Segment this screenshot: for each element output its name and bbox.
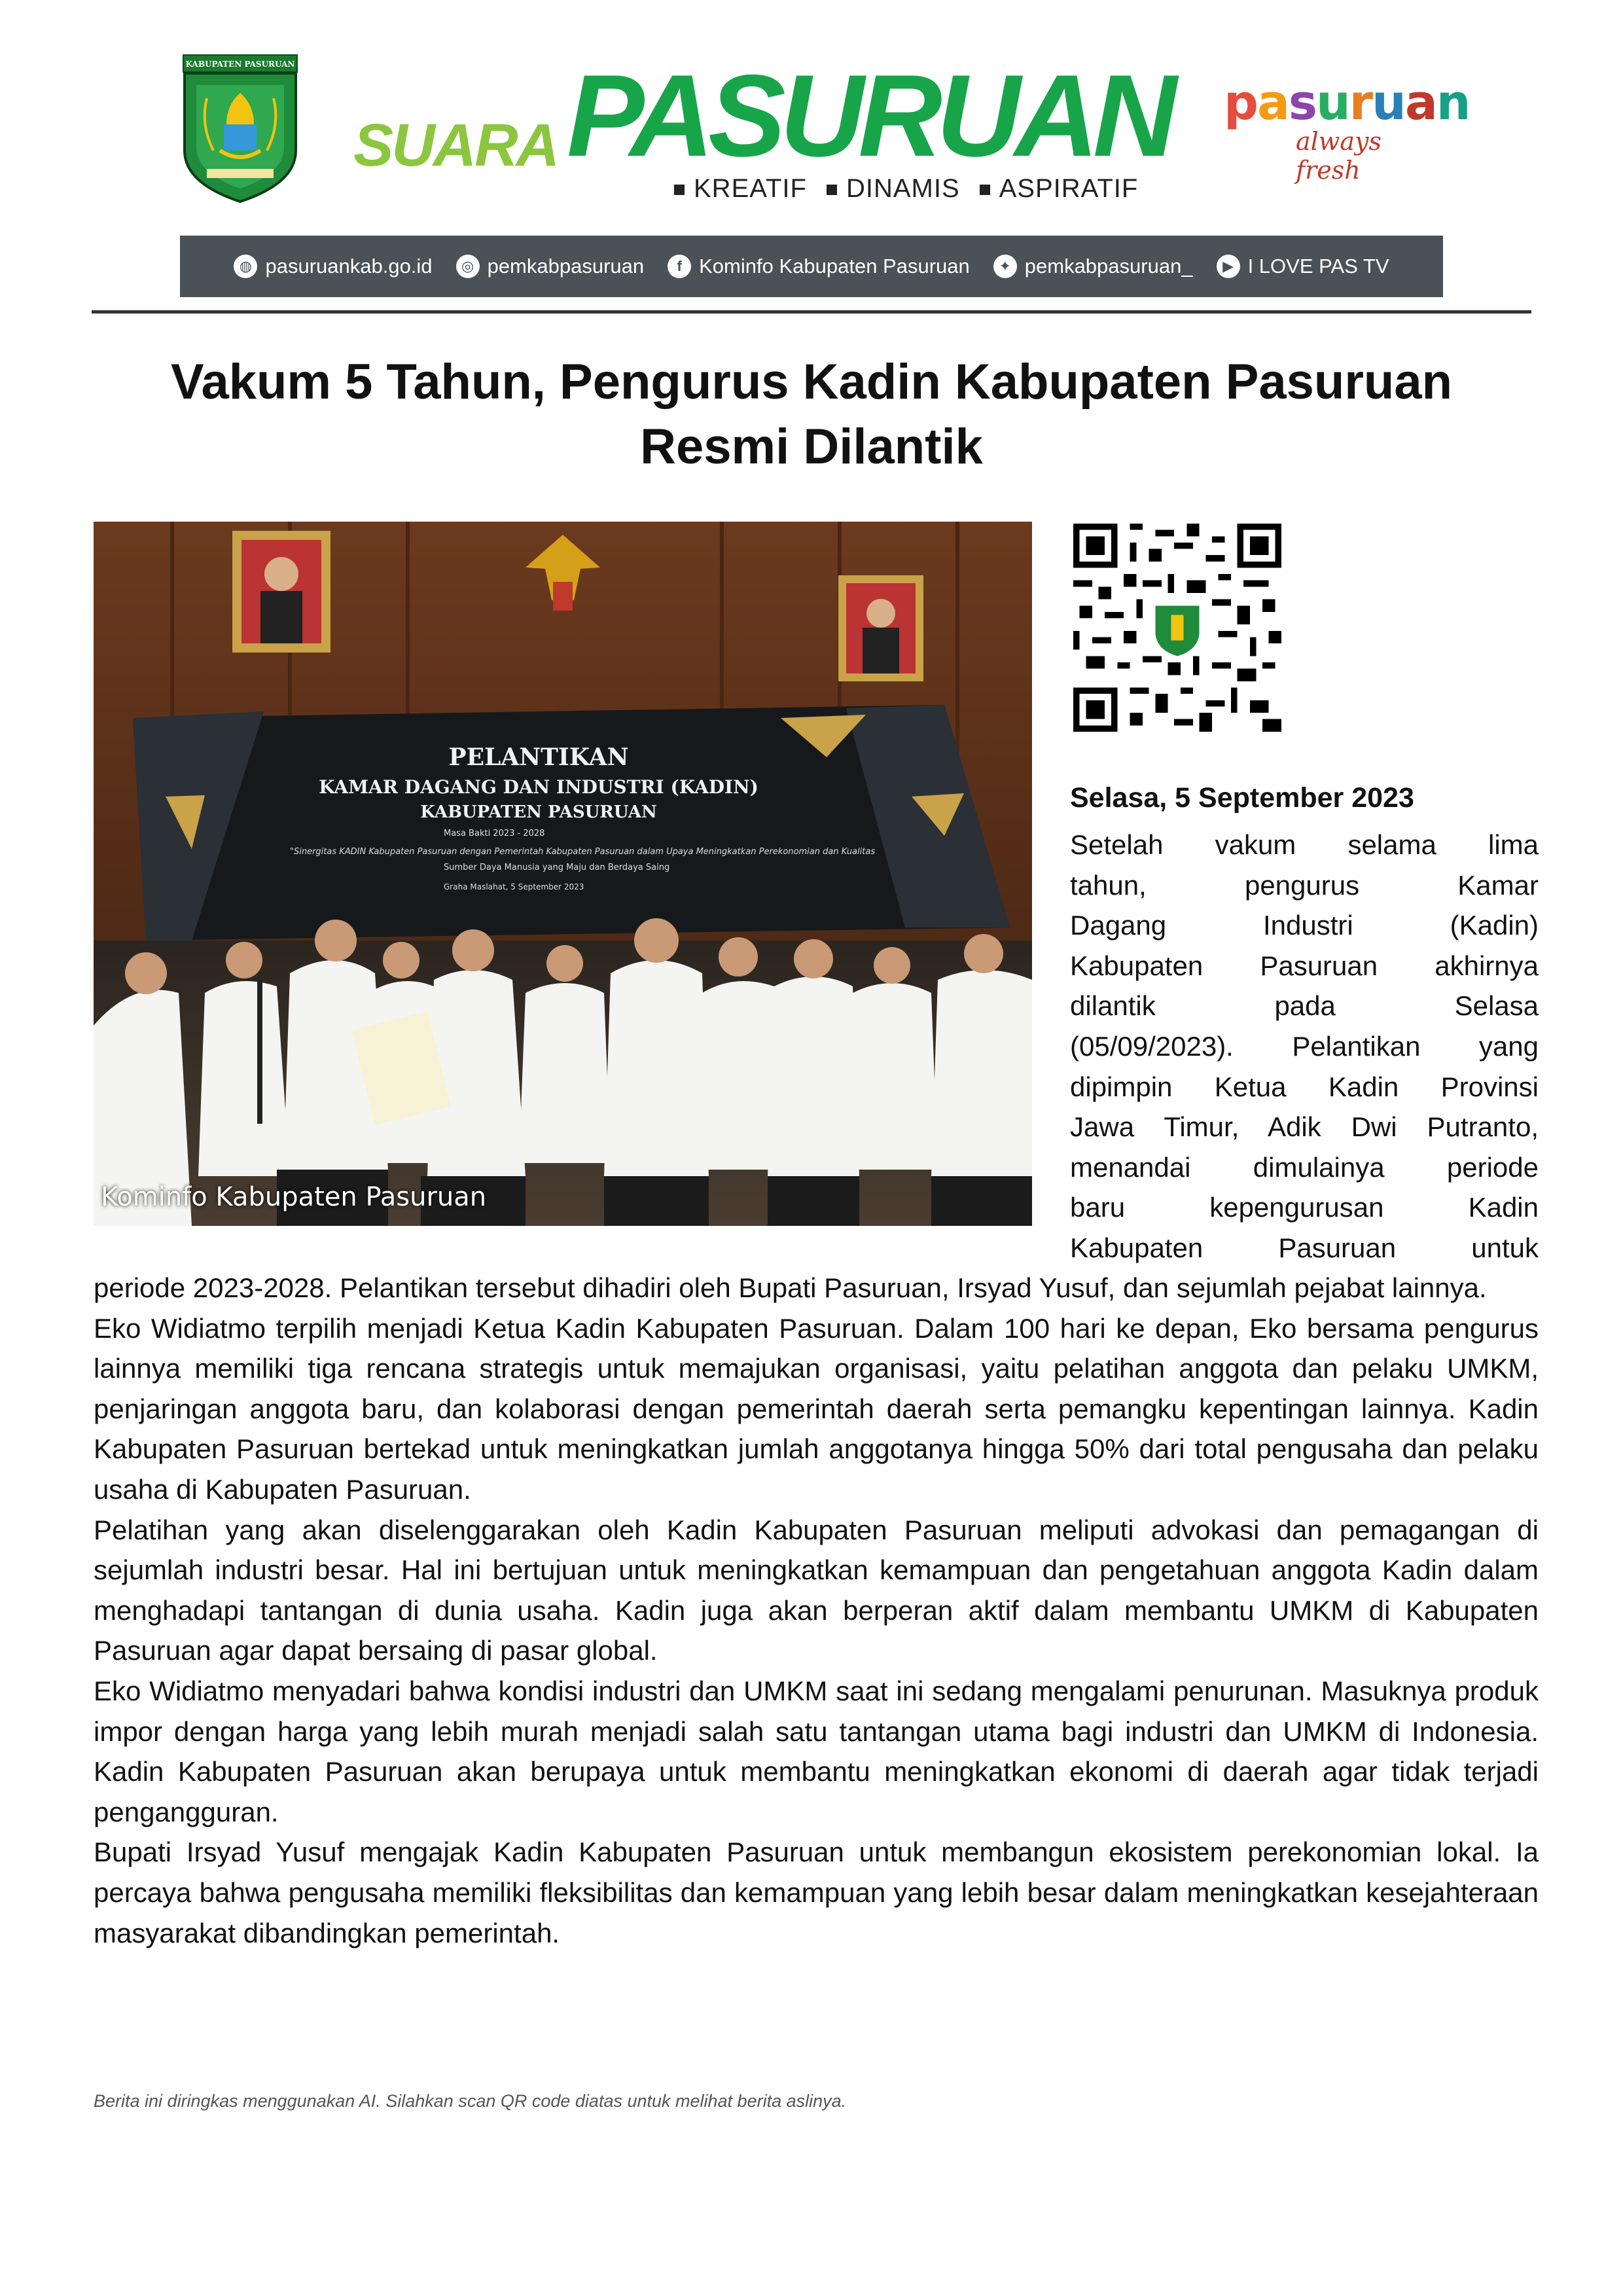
paragraph-line: Jawa Timur, Adik Dwi Putranto,	[1070, 1111, 1539, 1143]
inauguration-photo	[94, 522, 1032, 1226]
paragraph-line: baru kepengurusan Kadin	[1070, 1192, 1539, 1223]
paragraph-line: tahun, pengurus Kamar	[1070, 869, 1539, 901]
masthead-main: PASURUAN	[567, 50, 1171, 181]
banner-title: PELANTIKAN	[448, 744, 629, 771]
tagline-item: ASPIRATIF	[999, 174, 1139, 203]
bullet-square-icon	[827, 185, 837, 195]
paragraph-4: Eko Widiatmo menyadari bahwa kondisi industri dan UMKM saat ini sedang mengalami penurunan. Masuknya produk impor dengan harga yang lebih murah menjadi salah satu tantangan utama bagi industri dan UMKM di Indonesia. Kadin Kabupaten Pasuruan akan berupaya untuk membantu meningkatkan ekonomi di daerah agar tidak terjadi pengangguran.	[94, 1675, 1539, 1827]
twitter-icon: ✦	[993, 255, 1017, 278]
bullet-square-icon	[674, 185, 685, 195]
social-instagram[interactable]	[456, 255, 645, 278]
paragraph-line: Kabupaten Pasuruan akhirnya	[1070, 950, 1539, 981]
social-media-bar	[180, 236, 1443, 297]
header-divider	[92, 310, 1531, 314]
masthead-taglines	[674, 174, 1138, 204]
banner-line-3: KABUPATEN PASURUAN	[420, 802, 657, 822]
svg-text:KABUPATEN PASURUAN: KABUPATEN PASURUAN	[185, 60, 295, 69]
paragraph-line: Setelah vakum selama lima	[1070, 829, 1539, 860]
photo-credit: Kominfo Kabupaten Pasuruan	[101, 1182, 487, 1212]
suara-pasuruan-masthead	[347, 52, 1171, 216]
paragraph-line: dipimpin Ketua Kadin Provinsi	[1070, 1071, 1539, 1102]
paragraph-line: Kabupaten Pasuruan untuk	[1070, 1232, 1539, 1263]
tagline-item: DINAMIS	[846, 174, 960, 203]
paragraph-5: Bupati Irsyad Yusuf mengajak Kadin Kabupaten Pasuruan untuk membangun ekosistem perekonomian lokal. Ia percaya bahwa pengusaha memiliki fleksibilitas dan kemampuan yang lebih besar dalam meningkatkan kesejahteraan masyarakat dibandingkan pemerintah.	[94, 1837, 1539, 1948]
paragraph-line: Dagang Industri (Kadin)	[1070, 910, 1539, 941]
article-body	[94, 1268, 1539, 1953]
banner-line-7: Graha Maslahat, 5 September 2023	[444, 882, 584, 891]
facebook-icon: f	[668, 255, 691, 278]
banner-line-6: Sumber Daya Manusia yang Maju dan Berdaya Saing	[444, 863, 670, 872]
social-twitter[interactable]	[993, 255, 1193, 278]
ai-summary-footnote: Berita ini diringkas menggunakan AI. Silahkan scan QR code diatas untuk melihat berita aslinya.	[94, 2091, 847, 2111]
social-label: pemkabpasuruan_	[1024, 255, 1193, 278]
brand-word: pasuruan	[1224, 75, 1470, 131]
banner-line-4: Masa Bakti 2023 - 2028	[444, 829, 545, 838]
social-label: I LOVE PAS TV	[1247, 255, 1389, 278]
paragraph-2: Eko Widiatmo terpilih menjadi Ketua Kadin Kabupaten Pasuruan. Dalam 100 hari ke depan, Eko bersama pengurus lainnya memiliki tiga rencana strategis untuk memajukan organisasi, yaitu pelatihan anggota dan pelaku UMKM, penjaringan anggota baru, dan kolaborasi dengan pemerintah daerah serta pemangku kepentingan lainnya. Kadin Kabupaten Pasuruan bertekad untuk meningkatkan jumlah anggotanya hingga 50% dari total pengusaha dan pelaku usaha di Kabupaten Pasuruan.	[94, 1312, 1539, 1505]
globe-icon: ◍	[234, 255, 257, 278]
social-label: pasuruankab.go.id	[265, 255, 433, 278]
article-date: Selasa, 5 September 2023	[1070, 782, 1414, 814]
article-paragraph-1-side	[1070, 825, 1539, 1268]
title-line-1: Vakum 5 Tahun, Pengurus Kadin Kabupaten Pasuruan	[170, 354, 1453, 410]
social-website[interactable]	[234, 255, 432, 278]
banner-line-2: KAMAR DAGANG DAN INDUSTRI (KADIN)	[319, 776, 758, 798]
kabupaten-pasuruan-crest-logo	[181, 52, 300, 204]
bullet-square-icon	[980, 185, 990, 195]
social-label: Kominfo Kabupaten Pasuruan	[699, 255, 970, 278]
article-title	[65, 350, 1558, 480]
instagram-icon: ◎	[456, 255, 480, 278]
tagline-item: KREATIF	[694, 174, 807, 203]
paragraph-line: (05/09/2023). Pelantikan yang	[1070, 1030, 1539, 1062]
social-facebook[interactable]	[668, 255, 970, 278]
qr-code[interactable]	[1073, 524, 1281, 732]
paragraph-1-continued: periode 2023-2028. Pelantikan tersebut dihadiri oleh Bupati Pasuruan, Irsyad Yusuf, dan sejumlah pejabat lainnya.	[94, 1272, 1487, 1303]
brand-tagline: always fresh	[1296, 127, 1382, 185]
paragraph-line: dilantik pada Selasa	[1070, 990, 1539, 1022]
social-youtube[interactable]	[1217, 255, 1389, 278]
paragraph-3: Pelatihan yang akan diselenggarakan oleh Kadin Kabupaten Pasuruan meliputi advokasi dan pemagangan di sejumlah industri besar. Hal ini bertujuan untuk meningkatkan kemampuan dan pengetahuan anggota Kadin dalam menghadapi tantangan di dunia usaha. Kadin juga akan berperan aktif dalam membantu UMKM di Kabupaten Pasuruan agar dapat bersaing di pasar global.	[94, 1514, 1539, 1666]
banner-line-5: "Sinergitas KADIN Kabupaten Pasuruan dengan Pemerintah Kabupaten Pasuruan dalam Upaya Meningkatkan Perekonomian dan Kualitas	[290, 847, 876, 857]
pasuruan-always-fresh-logo	[1224, 75, 1470, 185]
masthead-prefix: SUARA	[353, 112, 558, 179]
social-label: pemkabpasuruan	[487, 255, 645, 278]
paragraph-line: menandai dimulainya periode	[1070, 1151, 1539, 1183]
title-line-2: Resmi Dilantik	[640, 418, 983, 475]
youtube-icon: ▶	[1217, 255, 1240, 278]
